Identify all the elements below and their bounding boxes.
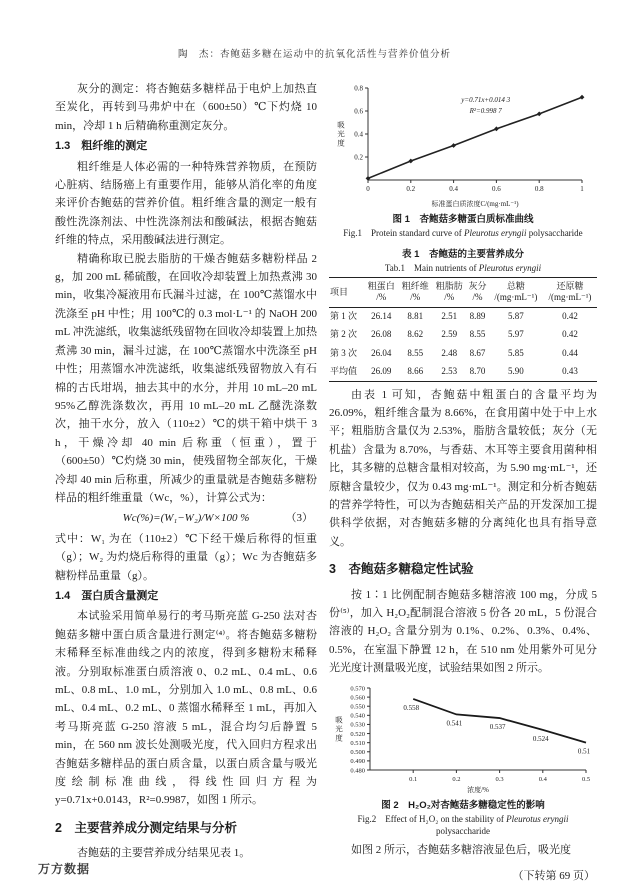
svg-text:0.520: 0.520 (350, 730, 365, 738)
right-column (329, 80, 597, 885)
figure-1-caption-cn: 图 1 杏鲍菇多糖蛋白质标准曲线 (392, 214, 534, 225)
table-row (329, 307, 597, 326)
paragraph-protein-method: 本试验采用简单易行的考马斯亮蓝 G-250 法对杏鲍菇多糖中蛋白质含量进行测定⁽⁴⁾。将杏鲍菇多糖粉末稀释至标准曲线之内的浓度，得到多糖粉末稀释液。分别取标准蛋白质溶液 0、0.2 mL、0.4 mL、0.6 mL、0.8 mL、1.0 mL，分别加入 1.0 mL、0.8 mL、0.6 mL、0.4 mL、0.2 mL、0 蒸馏水稀释至 1 mL，再加入考马斯亮蓝 G-250 溶液 5 mL，混合均匀后静置 5 min，在 560 nm 波长处测吸光度，代入回归方程求出杏鲍菇多糖样品的蛋白质含量，以蛋白质含量与吸光度绘制标准曲线，得线性回归方程为 y=0.71x+0.0143，R²=0.9987，如图 1 所示。 (55, 610, 317, 807)
paragraph-table-analysis: 由表 1 可知，杏鲍菇中粗蛋白的含量平均为 26.09%，粗纤维含量为 8.66%，在食用菌中处于中上水平；粗脂肪含量仅为 2.53%，脂肪含量较低；灰分（无机盐）含量为 8.70%，与香菇、木耳等主要食用菌种相比，其多糖的总糖含量相对较高，为 5.90 mg·mL⁻¹，还原糖含量较少，仅为 0.43 mg·mL⁻¹。测定和分析杏鲍菇的营养学特性，可以为杏鲍菇相关产品的开发深加工提供科学依据，对杏鲍菇多糖的分离纯化也具有指导意义。 (329, 388, 597, 548)
table-cell: 8.66 (407, 365, 424, 376)
svg-text:0.530: 0.530 (350, 721, 365, 729)
table-cell: 2.48 (441, 347, 458, 358)
table-header-cell: 还原糖 /(mg·mL⁻¹) (548, 281, 592, 303)
figure-1-caption-en-species: Pleurotus eryngii (464, 228, 527, 238)
figure-2 (329, 682, 597, 838)
svg-text:0.560: 0.560 (350, 694, 365, 702)
figure-1-standard-curve-chart (332, 80, 594, 210)
heading-section-3: 3 杏鲍菇多糖稳定性试验 (329, 562, 474, 577)
svg-text:浓度/%: 浓度/% (467, 785, 489, 794)
svg-text:0.558: 0.558 (403, 703, 420, 712)
paragraph-fiber-method: 精确称取已脱去脂肪的干燥杏鲍菇多糖粉样品 2 g，加 200 mL 稀硫酸，在回收冷却装置上加热煮沸 30 min，收集冷凝液用布氏漏斗过滤，在 100℃蒸馏水中洗涤至 pH 中性；用 100℃的 0.3 mol·L⁻¹ 的 NaOH 200 mL 冲洗滤纸，收集滤纸残留物在回收冷却装置上加热煮沸 30 min，漏斗过滤，在 100℃蒸馏水中洗涤至 pH 中性；用蒸馏水冲洗滤纸，收集滤纸残留物放入有石棉的古氏坩埚，抽去其中的水分，并用 10 mL–20 mL 95%乙醇洗涤数次，再用 10 mL–20 mL 乙醚洗涤数次，抽干水分，放入（110±2）℃的烘干箱中烘干 3 h，干燥冷却 40 min 后称重（恒重），置于（600±50）℃灼烧 30 min，使残留物全部灰化，干燥冷却 40 min 后称重，所减少的重量就是杏鲍菇多糖粉样品的粗纤维重量（Wc，%），计算公式为： (55, 252, 317, 504)
svg-text:0.4: 0.4 (449, 185, 458, 193)
formula-text: Wc(%)=(W₁−W₂)/W×100 % (122, 512, 250, 525)
table-cell: 0.44 (562, 347, 578, 358)
table-header-cell: 总糖 /(mg·mL⁻¹) (494, 281, 538, 303)
svg-text:0.500: 0.500 (350, 748, 365, 756)
svg-text:1: 1 (580, 185, 584, 193)
paragraph-formula-note: 式中：W₁ 为在（110±2）℃下经干燥后称得的恒重（g）；W₂ 为灼烧后称得的重量（g）；Wc 为杏鲍菇多糖粉样品重量（g）。 (55, 532, 317, 582)
table-row (329, 362, 597, 381)
table-1-caption-cn: 表 1 杏鲍菇的主要营养成分 (402, 248, 524, 260)
table-cell: 5.87 (508, 311, 524, 321)
table-header-cell: 项目 (330, 286, 349, 297)
table-cell: 26.14 (371, 311, 392, 321)
table-header-cell: 灰分 /% (468, 281, 487, 303)
svg-text:0.570: 0.570 (350, 684, 365, 692)
figure-1-caption-en-suffix: polysaccharide (526, 228, 583, 238)
table-cell: 第 1 次 (330, 311, 358, 321)
svg-text:吸: 吸 (335, 715, 343, 725)
continuation-note: （下转第 69 页） (512, 870, 595, 882)
svg-text:0.6: 0.6 (492, 185, 501, 193)
svg-text:0: 0 (366, 185, 370, 193)
table-cell: 5.90 (508, 365, 524, 376)
figure-2-caption (329, 799, 597, 838)
table-row (329, 326, 597, 344)
table-cell: 8.70 (469, 365, 486, 376)
paragraph-ash-determination: 灰分的测定：将杏鲍菇多糖样品于电炉上加热直至炭化，再转到马弗炉中在（600±50）℃下灼烧 10 min，冷却 1 h 后精确称重测定灰分。 (55, 83, 317, 132)
svg-text:0.524: 0.524 (532, 734, 549, 743)
heading-1-4: 1.4 蛋白质含量测定 (55, 589, 159, 602)
table-cell: 26.09 (371, 365, 392, 376)
figure-2-stability-chart (330, 682, 596, 796)
svg-text:0.2: 0.2 (354, 153, 363, 162)
figure-1-caption-en (329, 227, 597, 240)
formula-crude-fiber (55, 509, 317, 527)
svg-text:0.2: 0.2 (452, 775, 461, 783)
table-cell: 0.43 (562, 365, 578, 376)
table-1-caption-en-species: Pleurotus eryngii (478, 262, 542, 273)
table-1-caption-en (329, 262, 597, 275)
nutrients-table-head (329, 278, 597, 308)
svg-text:0.490: 0.490 (350, 757, 365, 765)
table-cell: 0.42 (562, 329, 578, 340)
figure-2-caption-en-line2: polysaccharide (436, 826, 490, 837)
paragraph-stability-method: 按 1∶1 比例配制杏鲍菇多糖溶液 100 mg，分成 5 份⁽⁵⁾，加入 H₂O₂配制混合溶液 5 份各 20 mL，5 份混合溶液的 H₂O₂ 含量分别为 0.1%、0.2%、0.3%、0.4%、0.5%，在室温下静置 12 h，在 510 nm 处用紫外可见分光光度计测量吸光度，试验结果如图 2 所示。 (329, 588, 597, 675)
paragraph-fig2-discussion: 如图 2 所示，杏鲍菇多糖溶液显色后，吸光度 (351, 843, 571, 856)
table-cell: 2.53 (441, 365, 458, 376)
table-cell: 平均值 (330, 365, 358, 376)
table-cell: 8.89 (469, 311, 486, 321)
left-column (55, 80, 317, 863)
svg-text:0.4: 0.4 (538, 775, 547, 783)
table-cell: 8.67 (469, 347, 486, 358)
table-cell: 0.42 (562, 311, 578, 321)
svg-text:0.4: 0.4 (354, 130, 363, 139)
nutrients-table-body (329, 307, 597, 381)
svg-text:0.510: 0.510 (350, 739, 365, 747)
table-cell: 8.55 (469, 329, 486, 340)
table-cell: 26.08 (371, 329, 392, 340)
heading-1-3: 1.3 粗纤维的测定 (55, 140, 148, 153)
svg-text:吸: 吸 (337, 120, 345, 130)
table-cell: 8.55 (407, 347, 424, 358)
table-cell: 2.59 (441, 329, 458, 340)
figure-2-caption-cn: 图 2 H₂O₂对杏鲍菇多糖稳定性的影响 (381, 799, 545, 811)
svg-text:0.540: 0.540 (350, 712, 365, 720)
table-cell: 2.51 (441, 311, 458, 321)
nutrients-table (329, 277, 597, 382)
table-cell: 第 2 次 (330, 329, 358, 340)
figure-1-caption-en-prefix: Fig.1 Protein standard curve of (343, 228, 465, 238)
svg-text:度: 度 (335, 733, 343, 743)
svg-text:0.480: 0.480 (350, 766, 365, 774)
figure-1 (329, 80, 597, 240)
wanfang-data-watermark: 万方数据 (38, 862, 91, 876)
table-header-cell: 粗蛋白 /% (367, 281, 395, 303)
table-cell: 5.85 (508, 347, 524, 358)
table-cell: 8.62 (407, 329, 424, 340)
table-cell: 第 3 次 (330, 347, 358, 358)
figure-2-caption-en-line1 (329, 813, 597, 826)
svg-text:R²=0.998 7: R²=0.998 7 (469, 107, 502, 115)
svg-text:y=0.71x+0.014 3: y=0.71x+0.014 3 (461, 96, 511, 104)
svg-text:0.3: 0.3 (495, 775, 504, 783)
figure-2-caption-en-prefix: Fig.2 Effect of H₂O₂ on the stability of (357, 813, 507, 824)
table-header-cell: 粗脂肪 /% (435, 281, 463, 303)
running-head: 陶 杰：杏鲍菇多糖在运动中的抗氧化活性与营养价值分析 (177, 50, 451, 60)
heading-section-2: 2 主要营养成分测定结果与分析 (55, 820, 237, 835)
table-cell: 8.81 (407, 311, 424, 321)
table-cell: 26.04 (371, 347, 392, 358)
table-cell: 5.97 (508, 329, 524, 340)
svg-text:度: 度 (337, 138, 345, 148)
svg-text:0.8: 0.8 (354, 84, 363, 93)
table-header-cell: 粗纤维 /% (401, 281, 429, 303)
svg-text:标准蛋白质浓度C/(mg·mL⁻¹): 标准蛋白质浓度C/(mg·mL⁻¹) (431, 200, 519, 208)
svg-text:0.550: 0.550 (350, 703, 365, 711)
svg-text:光: 光 (335, 724, 343, 734)
svg-text:0.2: 0.2 (406, 185, 416, 193)
svg-text:0.1: 0.1 (409, 775, 418, 783)
svg-text:光: 光 (337, 129, 345, 139)
paragraph-fiber-intro: 粗纤维是人体必需的一种特殊营养物质，在预防心脏病、结肠癌上有重要作用，能够从消化率的角度来评价杏鲍菇的营养价值。粗纤维含量的测定一般有酸性洗涤剂法、中性洗涤剂法和酸碱法，根据杏鲍菇纤维的特点，采用酸碱法进行测定。 (55, 160, 317, 247)
table-row (329, 344, 597, 362)
svg-text:0.8: 0.8 (534, 185, 544, 193)
formula-number: （3） (285, 512, 313, 525)
figure-1-caption (329, 213, 597, 240)
svg-text:0.5: 0.5 (581, 775, 591, 783)
paragraph-results-intro: 杏鲍菇的主要营养成分结果见表 1。 (77, 847, 251, 860)
table-1-caption-en-prefix: Tab.1 Main nutrients of (384, 262, 479, 273)
figure-2-caption-en-species: Pleurotus eryngii (506, 813, 569, 824)
svg-text:0.51: 0.51 (577, 747, 591, 756)
svg-text:0.6: 0.6 (354, 107, 363, 116)
svg-text:0.541: 0.541 (446, 719, 463, 728)
svg-text:0.537: 0.537 (489, 722, 506, 731)
